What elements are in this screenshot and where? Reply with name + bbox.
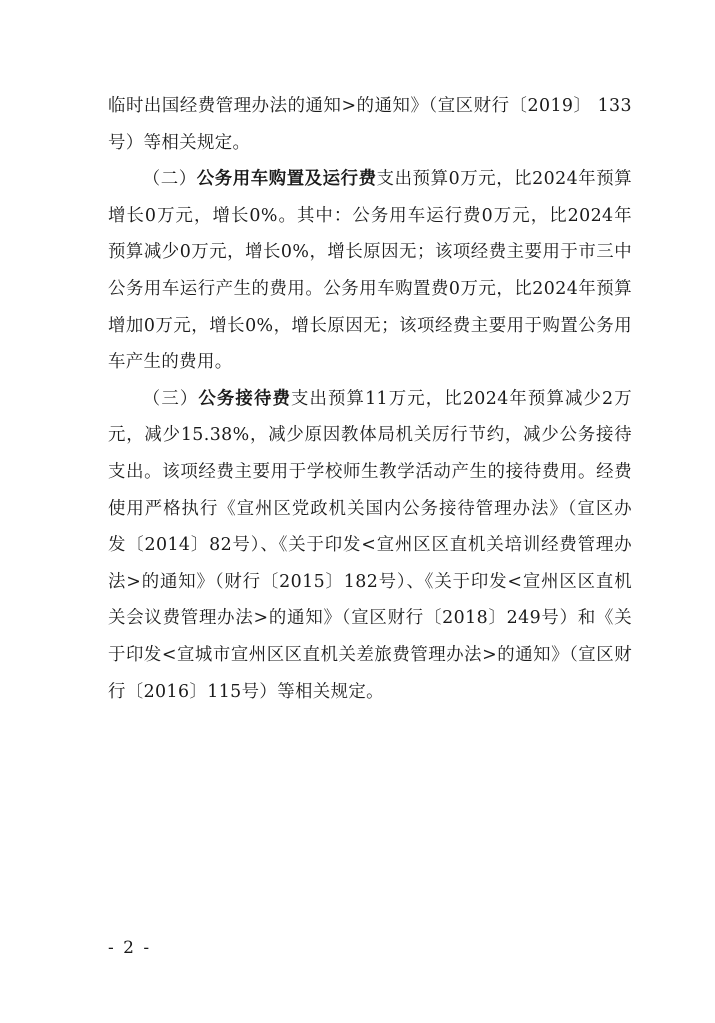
document-body [108, 88, 632, 710]
paragraph-3-prefix: （三） [142, 388, 199, 409]
paragraph-2-prefix: （二） [142, 169, 197, 190]
page-number: - 2 - [108, 938, 152, 958]
paragraph-1-text: 临时出国经费管理办法的通知>的通知》（宣区财行〔2019〕 133 号）等相关规定。 [108, 96, 632, 153]
paragraph-2-heading: 公务用车购置及运行费 [196, 169, 377, 190]
paragraph-2-body: 支出预算0万元，比2024年预算增长0万元，增长0%。其中：公务用车运行费0万元，比2024年预算减少0万元，增长0%，增长原因无；该项经费主要用于市三中公务用车运行产生的费用。公务用车购置费0万元，比2024年预算增加0万元，增长0%，增长原因无；该项经费主要用于购置公务用车产生的费用。 [108, 169, 632, 373]
paragraph-vehicle-expenses [108, 161, 632, 381]
paragraph-3-heading: 公务接待费 [198, 388, 291, 409]
paragraph-continued [108, 88, 632, 161]
paragraph-3-body: 支出预算11万元，比2024年预算减少2万元，减少15.38%，减少原因教体局机关厉行节约，减少公务接待支出。该项经费主要用于学校师生教学活动产生的接待费用。经费使用严格执行《宣州区党政机关国内公务接待管理办法》（宣区办发〔2014〕82号）、《关于印发<宣州区区直机关培训经费管理办法>的通知》（财行〔2015〕182号）、《关于印发<宣州区区直机关会议费管理办法>的通知》（宣区财行〔2018〕249号）和《关于印发<宣城市宣州区区直机关差旅费管理办法>的通知》（宣区财行〔2016〕115号）等相关规定。 [108, 388, 632, 702]
paragraph-reception-expenses [108, 381, 632, 710]
